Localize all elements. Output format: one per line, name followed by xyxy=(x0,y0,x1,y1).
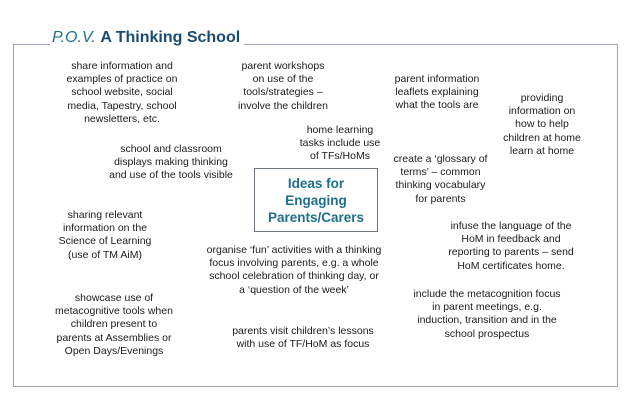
idea-home-learning-tasks: home learning tasks include use of TFs/HoMs xyxy=(299,124,381,163)
idea-parent-workshops: parent workshops on use of the tools/strategies – involve the children xyxy=(238,60,328,112)
pov-label: P.O.V. xyxy=(52,29,96,46)
idea-infuse-language: infuse the language of the HoM in feedback and reporting to parents – send HoM certificates home. xyxy=(448,220,574,272)
idea-parent-leaflets: parent information leaflets explaining what the tools are xyxy=(394,73,480,112)
idea-parents-visit-lessons: parents visit children’s lessons with use of TF/HoM as focus xyxy=(232,325,374,351)
idea-share-information: share information and examples of practice on school website, social media, Tapestry, school newsletters, etc. xyxy=(66,60,178,125)
page-title: A Thinking School xyxy=(100,29,241,46)
idea-displays: school and classroom displays making thinking and use of the tools visible xyxy=(109,143,233,182)
idea-science-of-learning: sharing relevant information on the Science of Learning (use of TM AiM) xyxy=(58,209,152,261)
idea-glossary: create a ‘glossary of terms’ – common thinking vocabulary for parents xyxy=(393,153,488,205)
central-topic-box xyxy=(254,168,378,232)
central-topic-text: Ideas for Engaging Parents/Carers xyxy=(267,175,365,225)
page-header xyxy=(50,28,244,48)
idea-help-at-home: providing information on how to help children at home learn at home xyxy=(503,92,581,157)
idea-metacognition-meetings: include the metacognition focus in parent meetings, e.g. induction, transition and in the school prospectus xyxy=(413,288,561,340)
idea-fun-activities: organise ‘fun’ activities with a thinking focus involving parents, e.g. a whole school celebration of thinking day, or a ‘question of the week’ xyxy=(206,244,382,296)
idea-showcase-tools: showcase use of metacognitive tools when children present to parents at Assemblies or Open Days/Evenings xyxy=(55,292,173,357)
